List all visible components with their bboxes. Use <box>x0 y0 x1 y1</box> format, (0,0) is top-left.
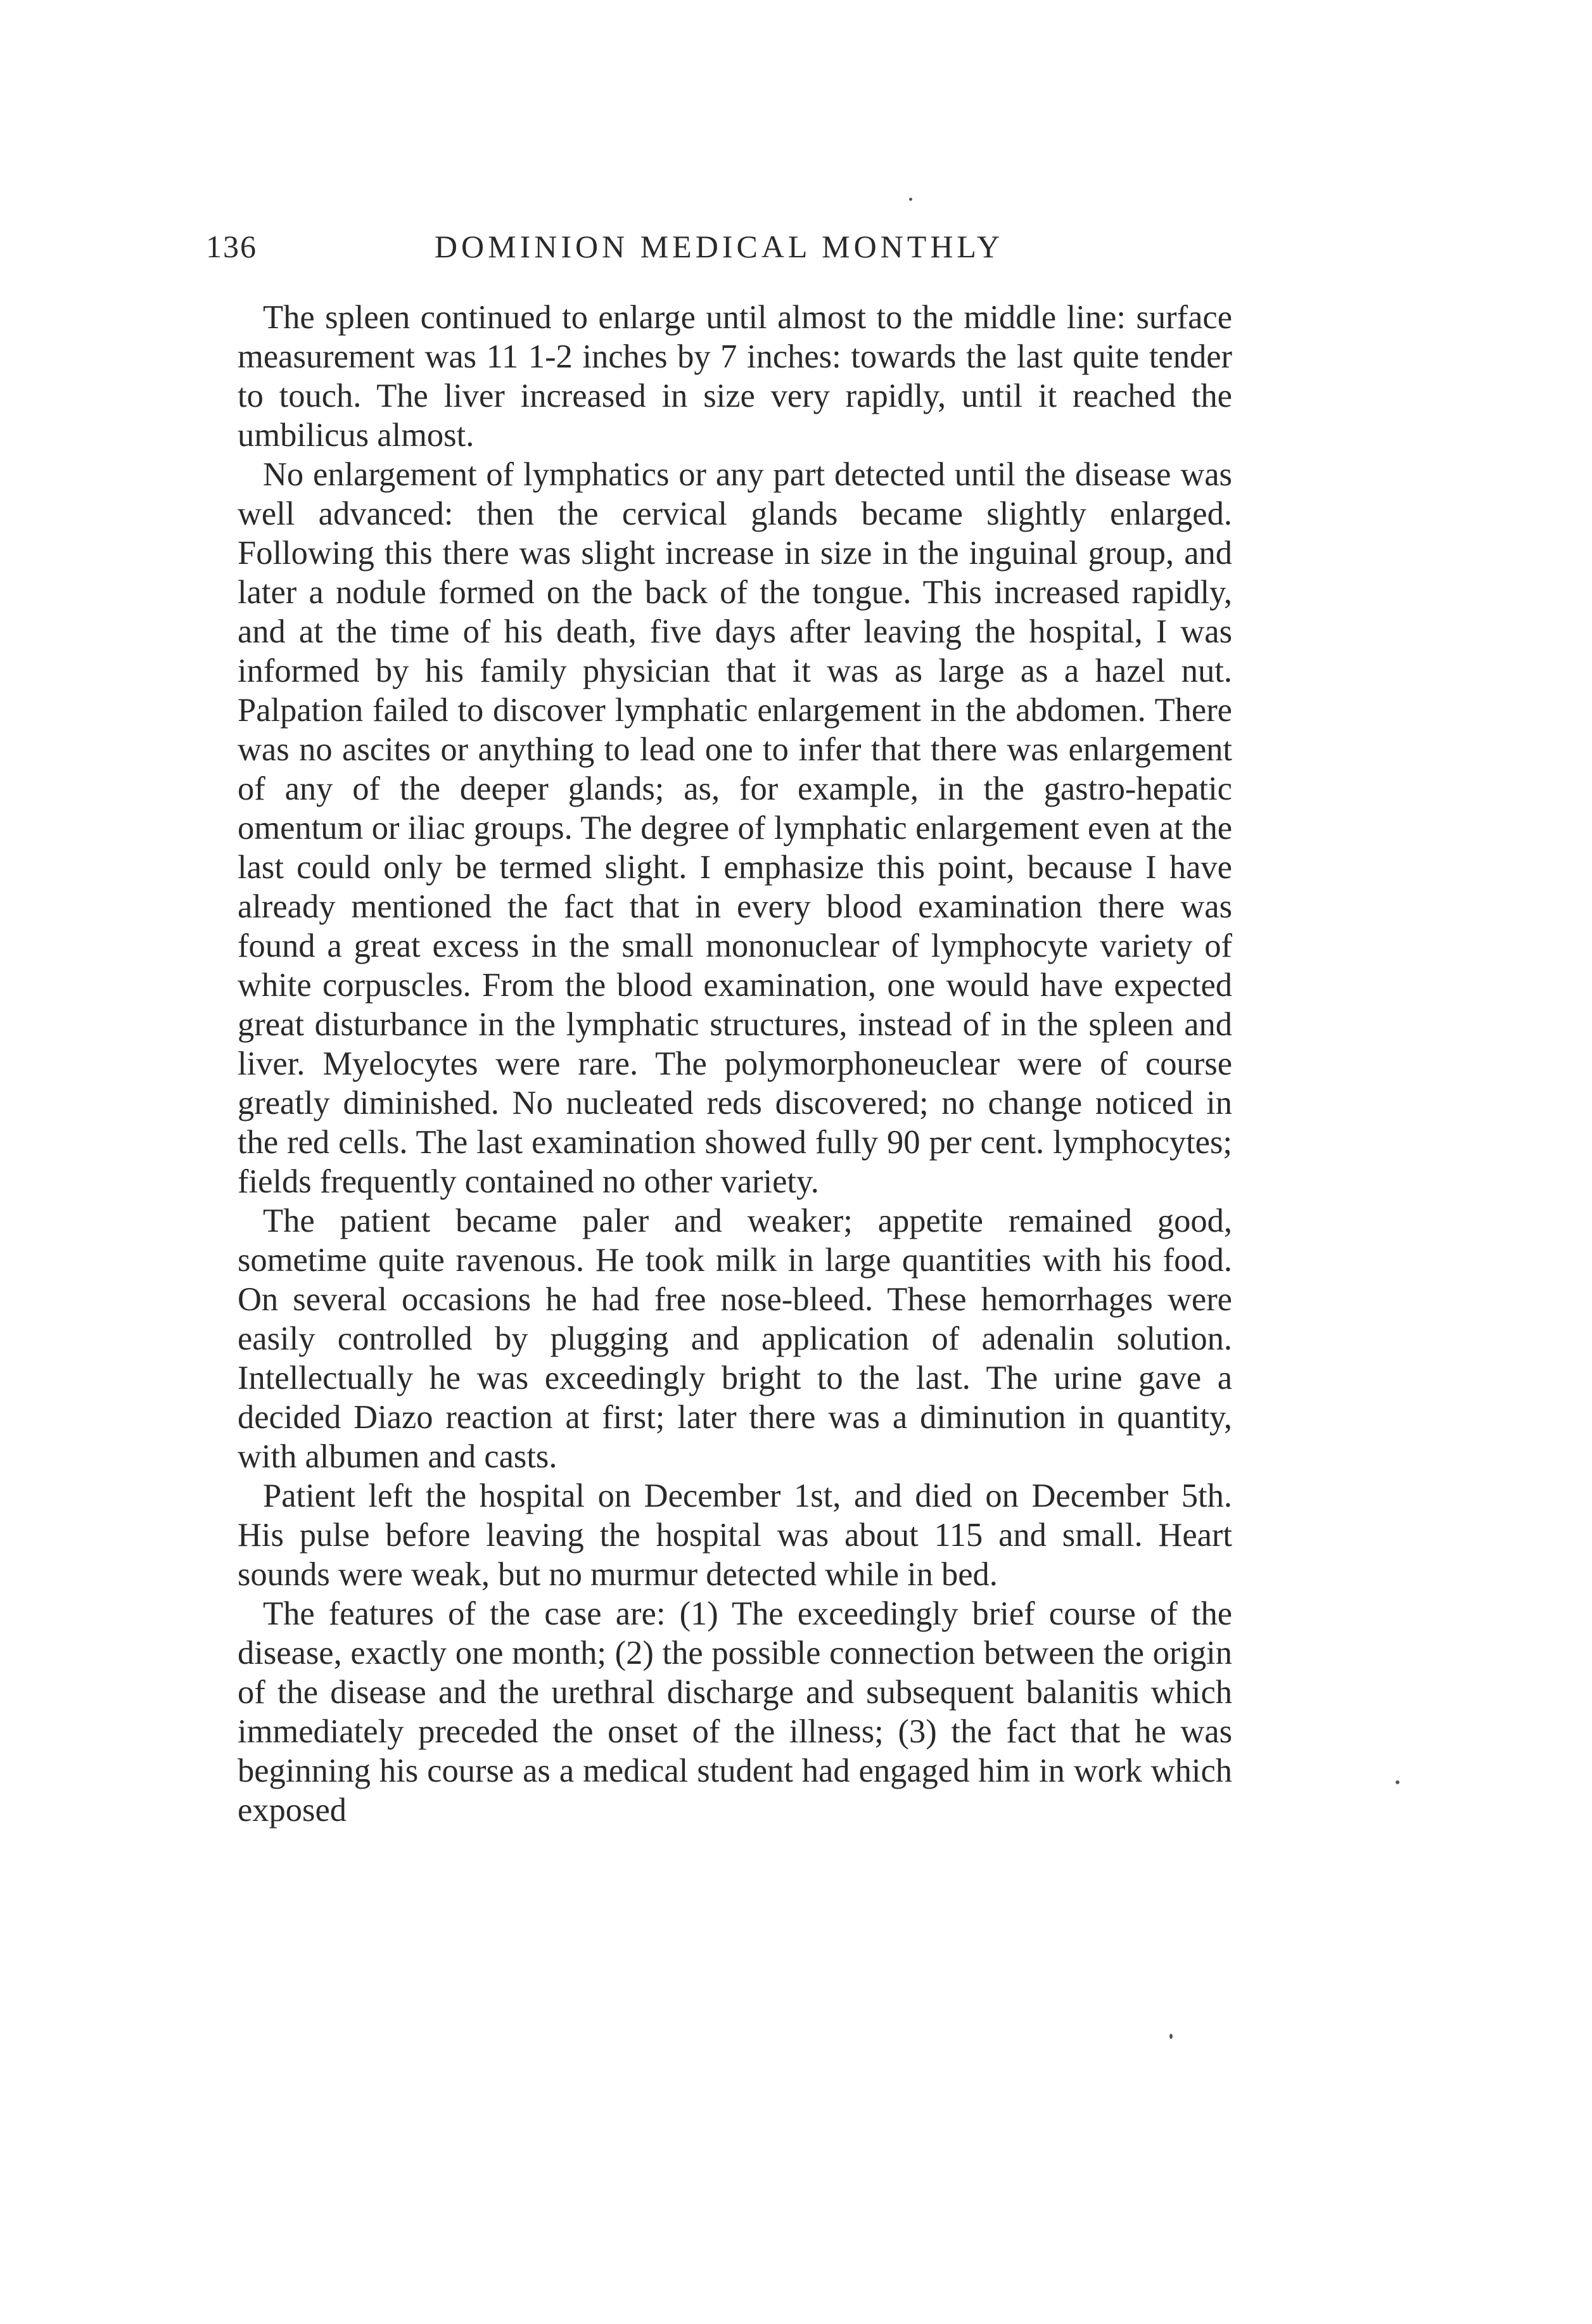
paragraph: The features of the case are: (1) The exceedingly brief course of the disease, exactly one month; (2) the possible connection between the origin of the disease and the urethral discharge and subsequent balanitis which immediately preceded the onset of the illness; (3) the fact that he was beginning his course as a medical student had engaged him in work which exposed <box>238 1595 1232 1829</box>
body-text <box>238 298 1232 1830</box>
scan-speck <box>909 198 912 201</box>
page-number: 136 <box>206 229 257 264</box>
page-header <box>206 228 1232 272</box>
paragraph: The spleen continued to enlarge until almost to the middle line: surface measurement was 11 1-2 inches by 7 inches: towards the last quite tender to touch. The liver increased in size very rapidly, until it reached the umbilicus almost. <box>238 299 1232 454</box>
running-head: DOMINION MEDICAL MONTHLY <box>434 229 1004 264</box>
paragraph: Patient left the hospital on December 1st, and died on December 5th. His pulse before leaving the hospital was about 115 and small. Heart sounds were weak, but no murmur detected while in bed. <box>238 1478 1232 1593</box>
scan-speck <box>1396 1780 1399 1784</box>
paragraph: No enlargement of lymphatics or any part detected until the disease was well advanced: then the cervical glands became slightly enlarged. Following this there was slight increase in size in the inguinal group, and later a nodule formed on the back of the tongue. This increased rapidly, and at the time of his death, five days after leaving the hospital, I was informed by his family physician that it was as large as a hazel nut. Palpation failed to discover lymphatic enlargement in the abdomen. There was no ascites or anything to lead one to infer that there was enlargement of any of the deeper glands; as, for example, in the gastro-hepatic omentum or iliac groups. The degree of lymphatic enlargement even at the last could only be termed slight. I emphasize this point, because I have already mentioned the fact that in every blood examination there was found a great excess in the small mononuclear of lymphocyte variety of white corpuscles. From the blood examination, one would have expected great disturbance in the lymphatic structures, instead of in the spleen and liver. Myelocytes were rare. The polymorphoneuclear were of course greatly diminished. No nucleated reds discovered; no change noticed in the red cells. The last examination showed fully 90 per cent. lymphocytes; fields frequently contained no other variety. <box>238 456 1232 1200</box>
scan-speck <box>1169 2034 1173 2039</box>
paragraph: The patient became paler and weaker; appetite remained good, sometime quite ravenous. He took milk in large quantities with his food. On several occasions he had free nose-bleed. These hemorrhages were easily controlled by plugging and application of adenalin solution. Intellectually he was exceedingly bright to the last. The urine gave a decided Diazo reaction at first; later there was a diminution in quantity, with albumen and casts. <box>238 1203 1232 1475</box>
